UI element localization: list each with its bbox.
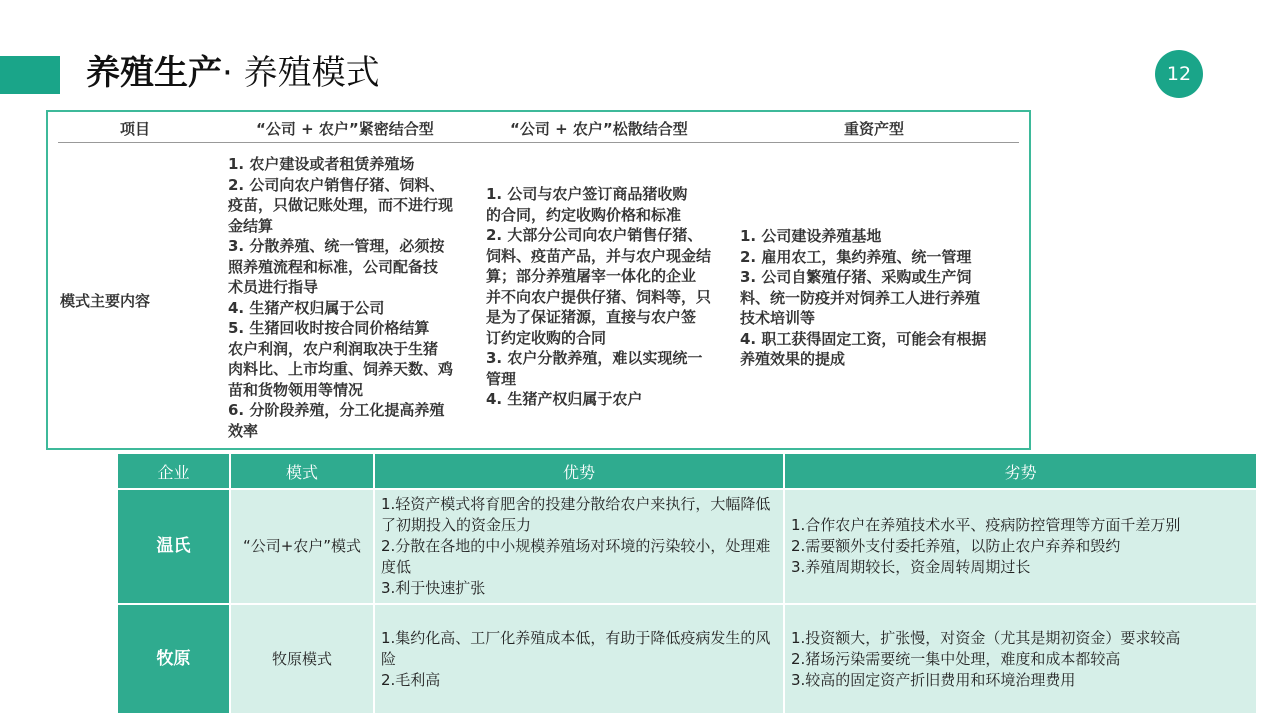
cons-cell (784, 604, 1257, 714)
pros-list (381, 494, 777, 599)
top-row-label: 模式主要内容 (60, 292, 151, 310)
header-cons: 劣势 (784, 453, 1257, 489)
cons-item: 3.养殖周期较长，资金周转周期过长 (791, 558, 1031, 576)
cons-list (791, 515, 1250, 578)
content-line: 术员进行指导 (228, 278, 319, 296)
pros-list (381, 628, 777, 691)
content-line: 料、统一防疫并对饲养工人进行养殖 (740, 288, 981, 307)
cons-item: 2.猪场污染需要统一集中处理，难度和成本都较高 (791, 649, 1121, 668)
content-line: 照养殖流程和标准，公司配备技 (228, 257, 439, 276)
comparison-header-row (117, 453, 1257, 489)
content-line: 1. 农户建设或者租赁养殖场 (228, 155, 415, 173)
content-line: 3. 公司自繁殖仔猪、采购或生产饲 (740, 268, 972, 286)
farming-models-table (46, 110, 1031, 450)
header-pros: 优势 (374, 453, 784, 489)
comparison-body (117, 489, 1257, 714)
header-mode: 模式 (230, 453, 374, 489)
header-company: 企业 (117, 453, 230, 489)
content-line: 订约定收购的合同 (486, 328, 607, 347)
content-line: 的合同，约定收购价格和标准 (486, 205, 682, 224)
cons-item: 1.投资额大，扩张慢，对资金（尤其是期初资金）要求较高 (791, 628, 1181, 647)
content-line: 4. 生猪产权归属于农户 (486, 390, 643, 408)
pros-item: 1.集约化高、工厂化养殖成本低，有助于降低疫病发生的风险 (381, 628, 771, 668)
title-main: 养殖生产 (86, 53, 222, 93)
content-line: 算；部分养殖屠宰一体化的企业 (486, 267, 697, 285)
content-line: 肉料比、上市均重、饲养天数、鸡 (228, 360, 454, 378)
content-line: 2. 雇用农工，集约养殖、统一管理 (740, 247, 972, 266)
content-line: 3. 分散养殖、统一管理，必须按 (228, 237, 445, 255)
top-header-heavy-asset: 重资产型 (844, 120, 905, 138)
top-header-loose-type: “公司 + 农户”松散结合型 (510, 120, 688, 138)
mode-name: “公司+农户”模式 (230, 489, 374, 604)
title-accent-bar (0, 56, 60, 94)
content-line: 1. 公司与农户签订商品猪收购 (486, 185, 688, 203)
content-line: 5. 生猪回收时按合同价格结算 (228, 319, 430, 337)
content-line: 并不向农户提供仔猪、饲料等，只 (486, 287, 712, 306)
content-line: 2. 大部分公司向农户销售仔猪、 (486, 226, 703, 244)
pros-item: 3.利于快速扩张 (381, 579, 486, 597)
cons-list (791, 628, 1250, 691)
content-line: 管理 (486, 369, 517, 388)
pros-cell (374, 489, 784, 604)
content-line: 6. 分阶段养殖，分工化提高养殖 (228, 401, 445, 419)
content-line: 养殖效果的提成 (740, 350, 846, 368)
close-type-content (228, 154, 453, 441)
page-title (86, 50, 380, 96)
content-line: 苗和货物领用等情况 (228, 380, 364, 399)
cons-item: 2.需要额外支付委托养殖，以防止农户弃养和毁约 (791, 537, 1121, 555)
content-line: 4. 职工获得固定工资，可能会有根据 (740, 329, 987, 348)
top-header-rule (58, 142, 1019, 143)
title-sub: · 养殖模式 (222, 53, 380, 93)
mode-name: 牧原模式 (230, 604, 374, 714)
cons-item: 3.较高的固定资产折旧费用和环境治理费用 (791, 670, 1076, 689)
company-name: 牧原 (117, 604, 230, 714)
content-line: 技术培训等 (740, 309, 816, 327)
company-name: 温氏 (117, 489, 230, 604)
content-line: 是为了保证猪源，直接与农户签 (486, 308, 697, 326)
loose-type-content (486, 184, 711, 410)
top-header-close-type: “公司 + 农户”紧密结合型 (256, 120, 434, 138)
content-line: 农户利润，农户利润取决于生猪 (228, 339, 439, 358)
table-row (117, 489, 1257, 604)
content-line: 饲料、疫苗产品，并与农户现金结 (486, 246, 712, 265)
cons-cell (784, 489, 1257, 604)
company-comparison-table (116, 452, 1258, 715)
content-line: 2. 公司向农户销售仔猪、饲料、 (228, 175, 445, 194)
pros-item: 2.分散在各地的中小规模养殖场对环境的污染较小，处理难度低 (381, 537, 771, 576)
pros-item: 1.轻资产模式将育肥舍的投建分散给农户来执行，大幅降低了初期投入的资金压力 (381, 495, 771, 534)
content-line: 金结算 (228, 216, 274, 235)
content-line: 1. 公司建设养殖基地 (740, 227, 882, 245)
pros-item: 2.毛利高 (381, 670, 441, 689)
content-line: 3. 农户分散养殖，难以实现统一 (486, 349, 703, 367)
heavy-asset-content (740, 226, 986, 370)
top-header-item: 项目 (120, 120, 151, 138)
content-line: 4. 生猪产权归属于公司 (228, 298, 385, 317)
content-line: 效率 (228, 421, 259, 440)
cons-item: 1.合作农户在养殖技术水平、疫病防控管理等方面千差万别 (791, 516, 1181, 534)
table-row (117, 604, 1257, 714)
pros-cell (374, 604, 784, 714)
content-line: 疫苗，只做记账处理，而不进行现 (228, 196, 454, 214)
page-number-badge: 12 (1155, 50, 1203, 98)
